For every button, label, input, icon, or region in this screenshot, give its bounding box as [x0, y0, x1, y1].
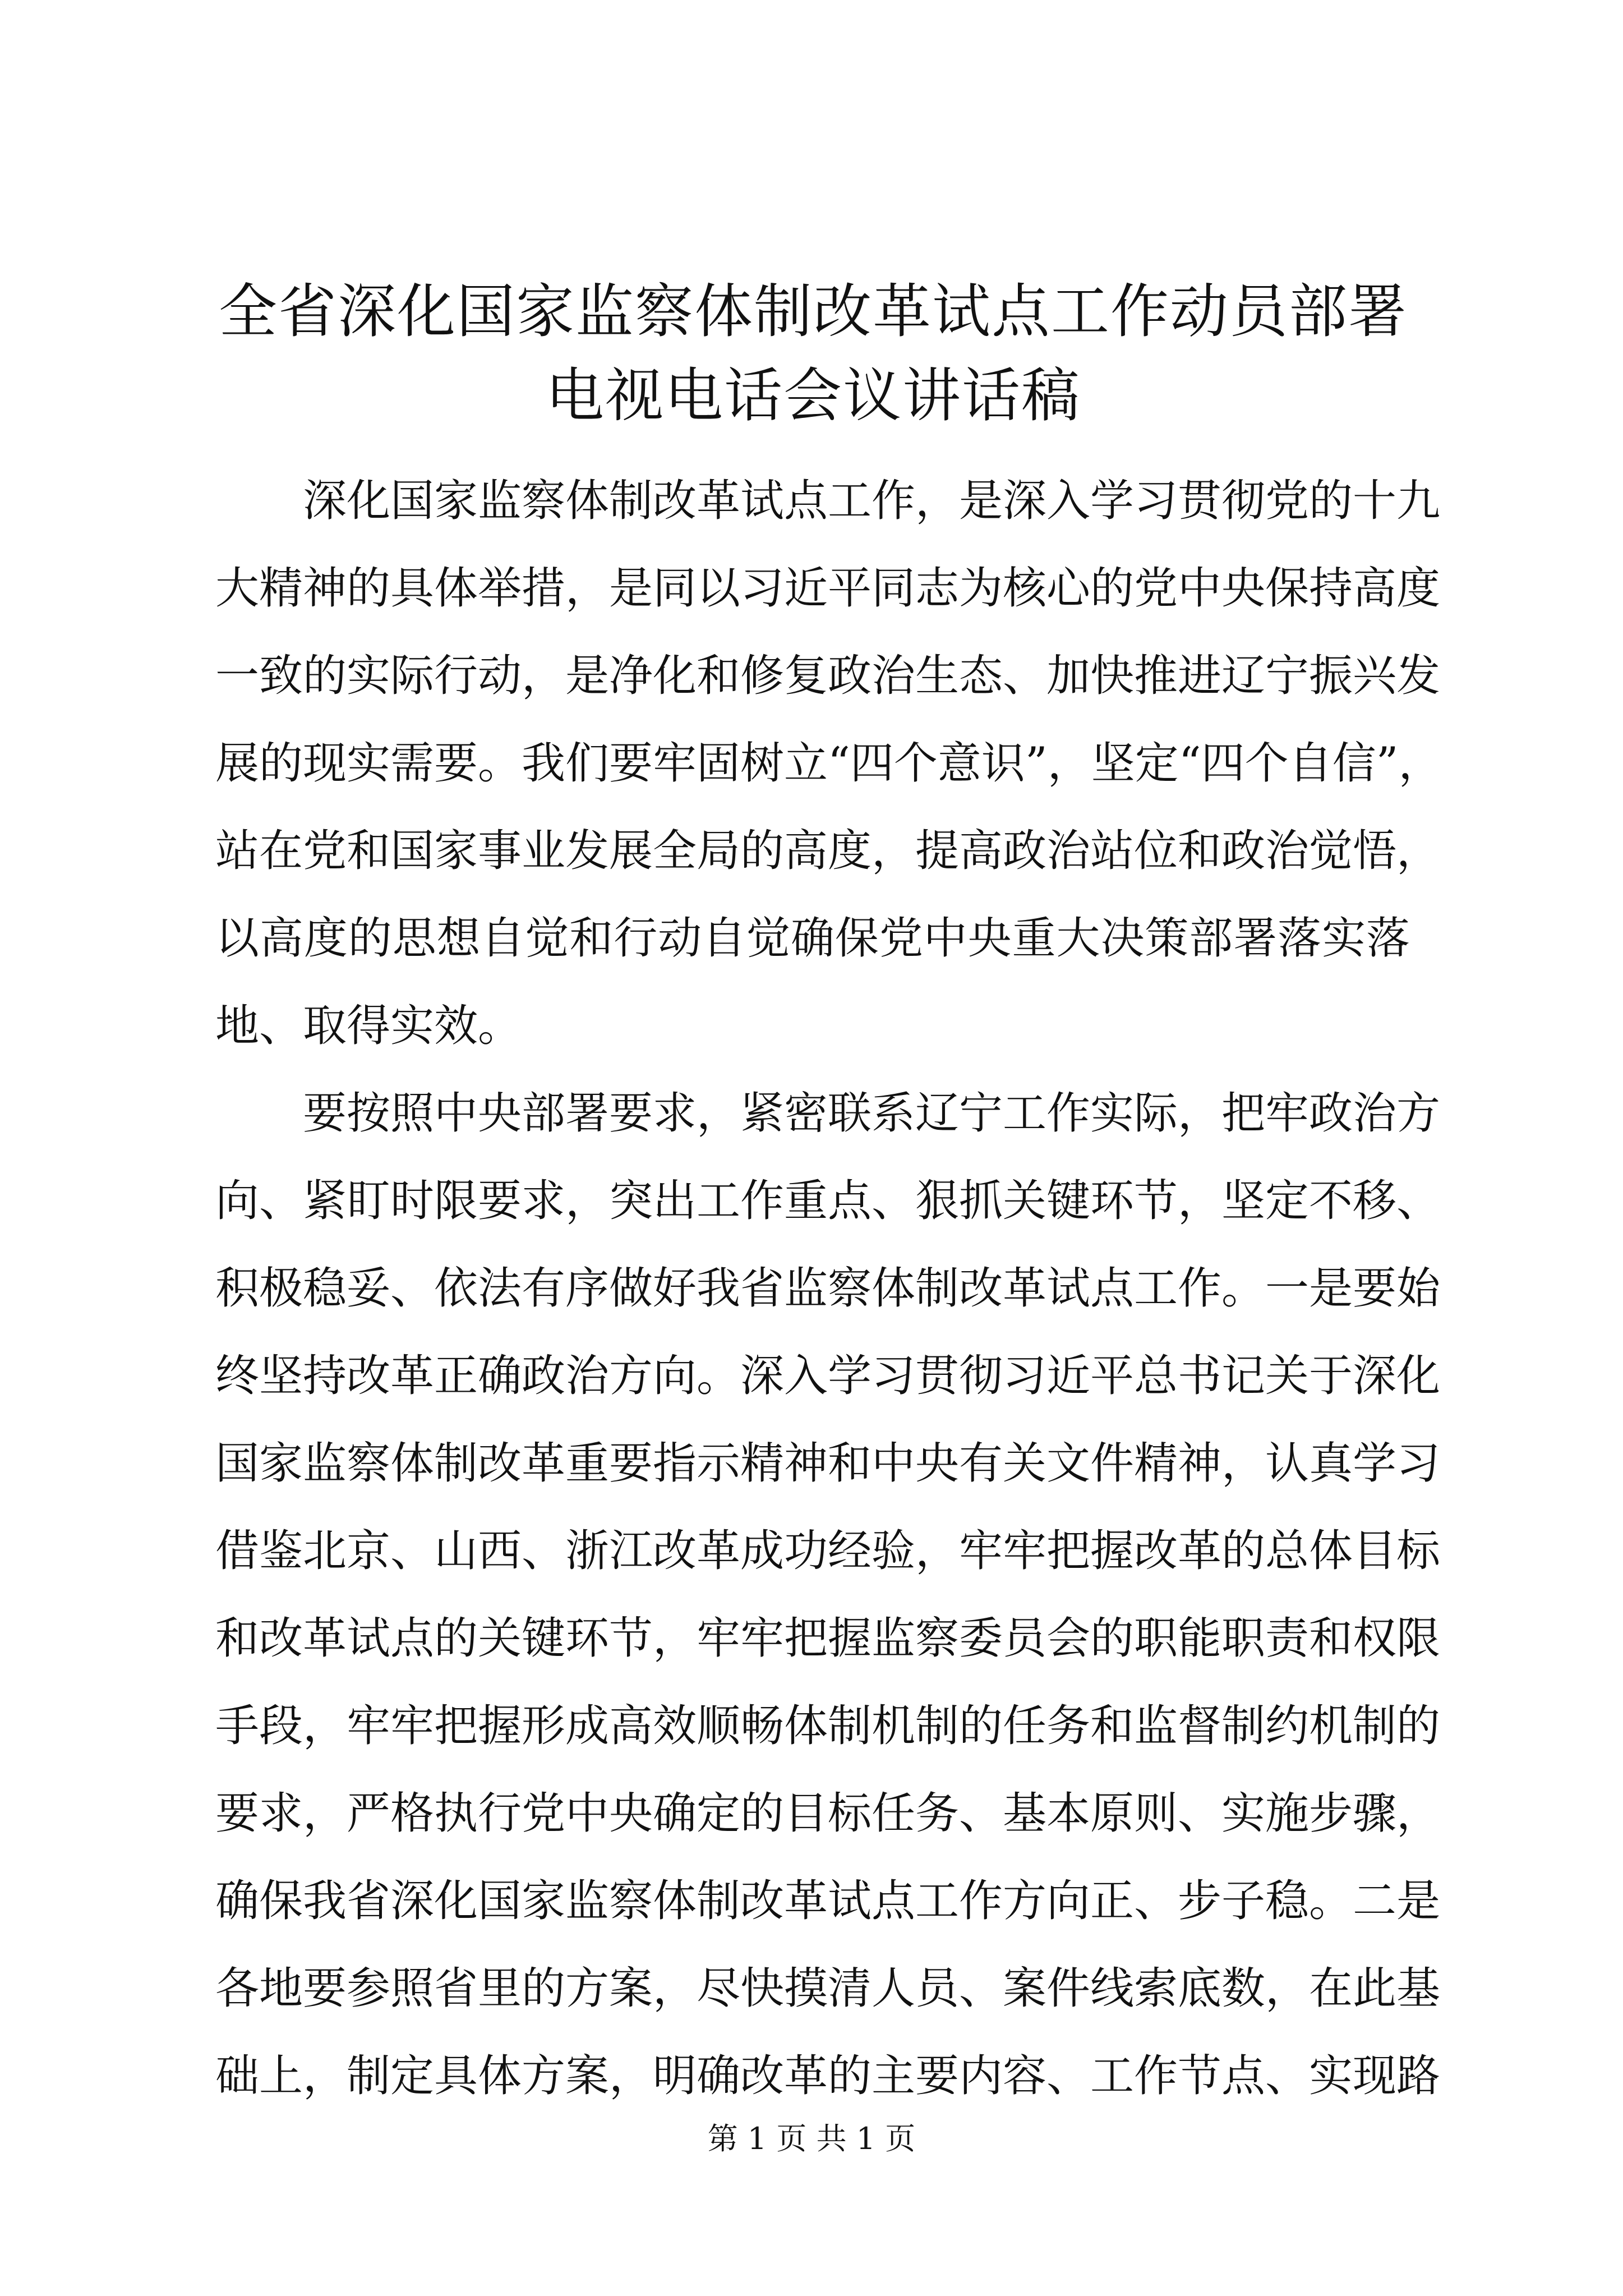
- paragraph-line: 积极稳妥、依法有序做好我省监察体制改革试点工作。一是要始: [215, 1263, 1441, 1314]
- page-footer: 第 1 页 共 1 页: [707, 2121, 916, 2156]
- paragraph-line: 大精神的具体举措，是同以习近平同志为核心的党中央保持高度: [215, 563, 1441, 614]
- paragraph-line: 国家监察体制改革重要指示精神和中央有关文件精神，认真学习: [215, 1438, 1441, 1489]
- paragraph-line: 站在党和国家事业发展全局的高度，提高政治站位和政治觉悟，: [215, 826, 1441, 876]
- paragraph-line: 一致的实际行动，是净化和修复政治生态、加快推进辽宁振兴发: [215, 651, 1441, 701]
- paragraph-line: 展的现实需要。我们要牢固树立“四个意识”，坚定“四个自信”，: [215, 738, 1442, 789]
- paragraph-line: 终坚持改革正确政治方向。深入学习贯彻习近平总书记关于深化: [215, 1351, 1441, 1401]
- title-line-1: 全省深化国家监察体制改革试点工作动员部署: [218, 277, 1408, 346]
- paragraph-line: 要求，严格执行党中央确定的目标任务、基本原则、实施步骤，: [215, 1788, 1441, 1839]
- paragraph-line: 各地要参照省里的方案，尽快摸清人员、案件线索底数，在此基: [215, 1963, 1441, 2014]
- paragraph-line: 和改革试点的关键环节，牢牢把握监察委员会的职能职责和权限: [215, 1613, 1441, 1664]
- paragraph-line: 向、紧盯时限要求，突出工作重点、狠抓关键环节，坚定不移、: [215, 1176, 1441, 1226]
- paragraph-1: [215, 457, 1442, 1070]
- document-title: [208, 269, 1419, 438]
- paragraph-line: 借鉴北京、山西、浙江改革成功经验，牢牢把握改革的总体目标: [215, 1526, 1441, 1576]
- paragraph-line: 以高度的思想自觉和行动自觉确保党中央重大决策部署落实落: [215, 913, 1410, 964]
- title-line-2: 电视电话会议讲话稿: [545, 361, 1081, 430]
- paragraph-line: 深化国家监察体制改革试点工作，是深入学习贯彻党的十九: [303, 476, 1441, 526]
- paragraph-line: 确保我省深化国家监察体制改革试点工作方向正、步子稳。二是: [215, 1876, 1441, 1926]
- paragraph-line: 手段，牢牢把握形成高效顺畅体制机制的任务和监督制约机制的: [215, 1701, 1441, 1751]
- paragraph-line: 地、取得实效。: [215, 1001, 522, 1051]
- paragraph-2: [215, 1070, 1441, 2120]
- paragraph-line: 要按照中央部署要求，紧密联系辽宁工作实际，把牢政治方: [303, 1088, 1441, 1139]
- paragraph-line: 础上，制定具体方案，明确改革的主要内容、工作节点、实现路: [215, 2051, 1441, 2101]
- document-body: [215, 457, 1442, 2120]
